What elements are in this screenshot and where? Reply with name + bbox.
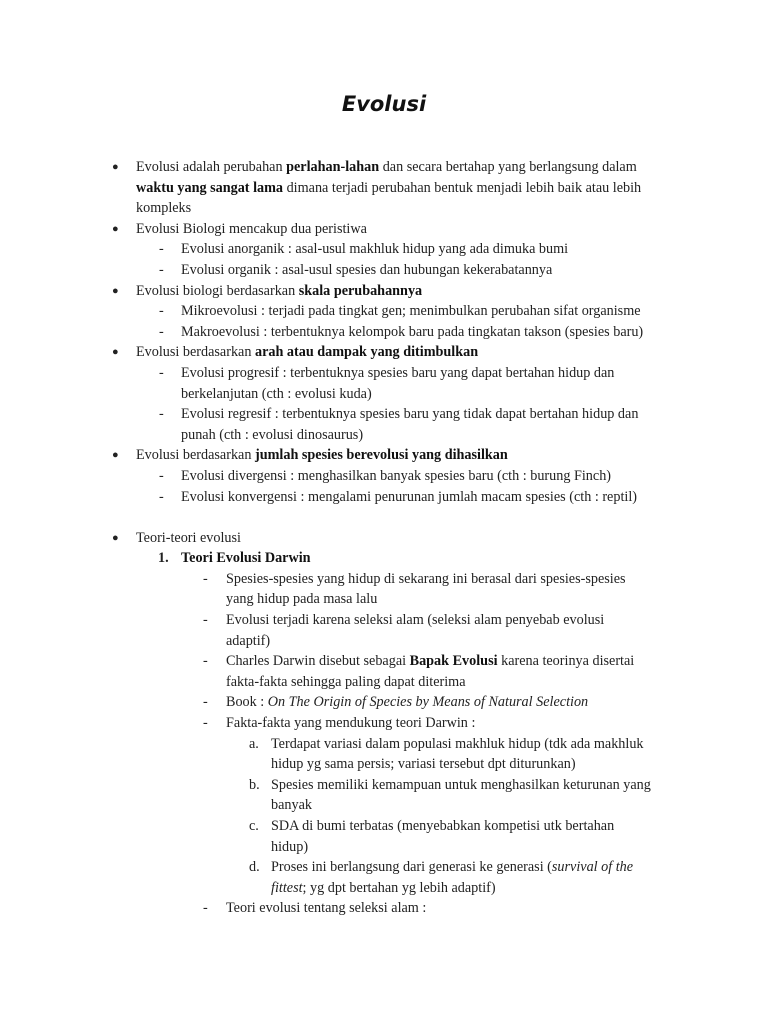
text-run: fakta-fakta sehingga paling dapat diterima	[226, 673, 466, 690]
text-run: Teori-teori evolusi	[136, 529, 241, 546]
list-item-text	[271, 775, 651, 796]
letter-marker: d.	[249, 859, 260, 876]
dash-marker: -	[159, 406, 164, 423]
text-run: Teori evolusi tentang seleksi alam :	[226, 900, 427, 917]
list-item-line	[0, 857, 768, 878]
list-item-line	[0, 569, 768, 590]
list-item-text	[271, 754, 576, 775]
text-run: Evolusi adalah perubahan	[136, 159, 287, 175]
text-run: punah (cth : evolusi dinosaurus)	[181, 426, 364, 443]
bullet-marker: ●	[112, 284, 119, 297]
italic-text: On The Origin of Species by Means of Natural Selection	[267, 694, 589, 711]
dash-marker: -	[203, 653, 208, 670]
letter-marker: a.	[249, 735, 259, 752]
dash-marker: -	[159, 364, 164, 381]
list-item-line	[0, 281, 768, 302]
text-run: Evolusi regresif : terbentuknya spesies baru yang tidak dapat bertahan hidup dan	[181, 406, 639, 423]
text-run: kompleks	[136, 200, 192, 217]
list-item-line	[0, 548, 768, 569]
text-run: Evolusi progresif : terbentuknya spesies baru yang dapat bertahan hidup dan	[181, 364, 615, 381]
letter-marker: b.	[249, 776, 260, 793]
list-item-text	[226, 651, 634, 672]
text-run: hidup)	[271, 838, 309, 855]
list-item-line	[0, 301, 768, 322]
list-item-text	[226, 713, 475, 734]
list-item-text	[271, 816, 614, 837]
list-item-text	[271, 795, 312, 816]
text-run: Evolusi terjadi karena seleksi alam (seleksi alam penyebab evolusi	[226, 612, 605, 629]
text-run: Evolusi berdasarkan	[136, 447, 255, 464]
list-item-line	[0, 775, 768, 796]
list-item-text	[181, 384, 372, 405]
text-run: Evolusi biologi berdasarkan	[136, 282, 299, 299]
dash-marker: -	[203, 900, 208, 917]
list-item-text	[271, 878, 496, 899]
text-run: Evolusi konvergensi : mengalami penurunan jumlah macam spesies (cth : reptil)	[181, 488, 637, 505]
list-item-line	[0, 445, 768, 466]
list-item-line	[0, 178, 768, 199]
list-item-text	[226, 631, 270, 652]
text-run: Evolusi divergensi : menghasilkan banyak spesies baru (cth : burung Finch)	[181, 467, 612, 484]
list-item-text	[136, 219, 367, 240]
text-run: adaptif)	[226, 632, 271, 649]
text-run: Proses ini berlangsung dari generasi ke generasi (	[271, 859, 552, 876]
letter-marker: c.	[249, 818, 259, 834]
italic-text: survival of the	[551, 859, 634, 876]
bullet-marker: ●	[112, 346, 119, 359]
list-item-line	[0, 528, 768, 549]
text-run: Charles Darwin disebut sebagai	[226, 653, 410, 670]
list-item-line	[0, 610, 768, 631]
text-run: Evolusi anorganik : asal-usul makhluk hidup yang ada dimuka bumi	[181, 241, 569, 258]
number-marker: 1.	[158, 550, 169, 567]
list-item-text	[136, 178, 641, 199]
list-item-text	[226, 672, 466, 693]
list-item-text	[226, 898, 426, 919]
bullet-marker: ●	[112, 222, 119, 235]
list-item-text	[136, 528, 241, 549]
dash-marker: -	[203, 715, 208, 732]
list-item-text	[226, 692, 588, 713]
list-item-line	[0, 589, 768, 610]
list-item-text	[181, 260, 552, 281]
text-run: yang hidup pada masa lalu	[226, 591, 378, 608]
list-item-text	[181, 239, 568, 260]
list-item-line	[0, 466, 768, 487]
list-item-line	[0, 425, 768, 446]
bold-text: jumlah spesies berevolusi yang dihasilkan	[254, 447, 508, 464]
list-item-text	[181, 301, 641, 322]
list-item-line	[0, 672, 768, 693]
text-run: ; yg dpt bertahan yg lebih adaptif)	[302, 879, 496, 896]
list-item-text	[136, 342, 478, 363]
list-item-line	[0, 898, 768, 919]
dash-marker: -	[203, 570, 208, 587]
dash-marker: -	[159, 303, 164, 320]
dash-marker: -	[203, 694, 208, 711]
list-item-text	[136, 157, 637, 178]
list-item-line	[0, 631, 768, 652]
text-run: hidup yg sama persis; variasi tersebut dpt diturunkan)	[271, 756, 576, 773]
list-item-line	[0, 260, 768, 281]
list-item-text	[181, 425, 363, 446]
list-item-line	[0, 651, 768, 672]
list-item-line	[0, 816, 768, 837]
bold-text: perlahan-lahan	[286, 159, 380, 175]
dash-marker: -	[159, 467, 164, 484]
dash-marker: -	[159, 261, 164, 278]
text-run: Evolusi berdasarkan	[136, 344, 255, 361]
bold-text: waktu yang sangat lama	[136, 179, 284, 196]
text-run: Evolusi organik : asal-usul spesies dan hubungan kekerabatannya	[181, 261, 553, 278]
list-item-line	[0, 734, 768, 755]
list-item-line	[0, 404, 768, 425]
list-item-line	[0, 239, 768, 260]
dash-marker: -	[159, 323, 164, 340]
list-item-text	[226, 589, 377, 610]
page-title: Evolusi	[341, 92, 427, 116]
text-run: Terdapat variasi dalam populasi makhluk hidup (tdk ada makhluk	[271, 735, 644, 752]
bold-text: skala perubahannya	[298, 282, 423, 299]
list-item-line	[0, 837, 768, 858]
list-item-text	[226, 610, 604, 631]
list-item-text	[136, 445, 508, 466]
bullet-marker: ●	[112, 449, 119, 462]
list-item-line	[0, 342, 768, 363]
list-item-line	[0, 219, 768, 240]
list-item-text	[181, 548, 311, 569]
text-run: Makroevolusi : terbentuknya kelompok baru pada tingkatan takson (spesies baru)	[181, 323, 644, 340]
text-run: Fakta-fakta yang mendukung teori Darwin :	[226, 715, 476, 732]
document-body	[0, 157, 768, 919]
list-item-text	[136, 281, 422, 302]
text-run: Book :	[226, 694, 268, 711]
list-item-line	[0, 384, 768, 405]
list-item-line	[0, 322, 768, 343]
list-item-line	[0, 713, 768, 734]
dash-marker: -	[203, 612, 208, 629]
text-run: Spesies memiliki kemampuan untuk menghasilkan keturunan yang	[271, 776, 651, 793]
text-run: dimana terjadi perubahan bentuk menjadi lebih baik atau lebih	[283, 179, 642, 196]
list-item-text	[226, 569, 626, 590]
list-item-line	[0, 198, 768, 219]
bold-text: arah atau dampak yang ditimbulkan	[254, 344, 479, 361]
list-item-line	[0, 878, 768, 899]
list-item-text	[271, 837, 308, 858]
bullet-marker: ●	[112, 161, 119, 173]
bullet-marker: ●	[112, 531, 119, 544]
text-run: SDA di bumi terbatas (menyebabkan kompetisi utk bertahan	[271, 818, 615, 834]
list-item-line	[0, 363, 768, 384]
text-run: karena teorinya disertai	[497, 653, 635, 670]
list-item-text	[271, 734, 644, 755]
dash-marker: -	[159, 241, 164, 258]
text-run: berkelanjutan (cth : evolusi kuda)	[181, 385, 372, 402]
text-run: dan secara bertahap yang berlangsung dalam	[379, 159, 637, 175]
bold-text: Bapak Evolusi	[409, 653, 498, 670]
bold-text: Teori Evolusi Darwin	[181, 550, 311, 567]
text-run: Mikroevolusi : terjadi pada tingkat gen; menimbulkan perubahan sifat organisme	[181, 303, 641, 320]
list-item-text	[181, 363, 614, 384]
list-item-text	[181, 466, 611, 487]
dash-marker: -	[159, 488, 164, 505]
list-item-line	[0, 487, 768, 508]
list-item-line	[0, 157, 768, 178]
list-item-text	[181, 322, 643, 343]
list-item-line	[0, 754, 768, 775]
list-item-line	[0, 795, 768, 816]
list-item-line	[0, 692, 768, 713]
text-run: Spesies-spesies yang hidup di sekarang ini berasal dari spesies-spesies	[226, 570, 626, 587]
list-item-text	[136, 198, 191, 219]
list-item-text	[181, 404, 638, 425]
list-item-text	[181, 487, 637, 508]
italic-text: fittest	[271, 879, 303, 896]
text-run: banyak	[271, 797, 312, 814]
text-run: Evolusi Biologi mencakup dua peristiwa	[136, 220, 367, 237]
blank-line	[0, 507, 768, 528]
list-item-text	[271, 857, 633, 878]
